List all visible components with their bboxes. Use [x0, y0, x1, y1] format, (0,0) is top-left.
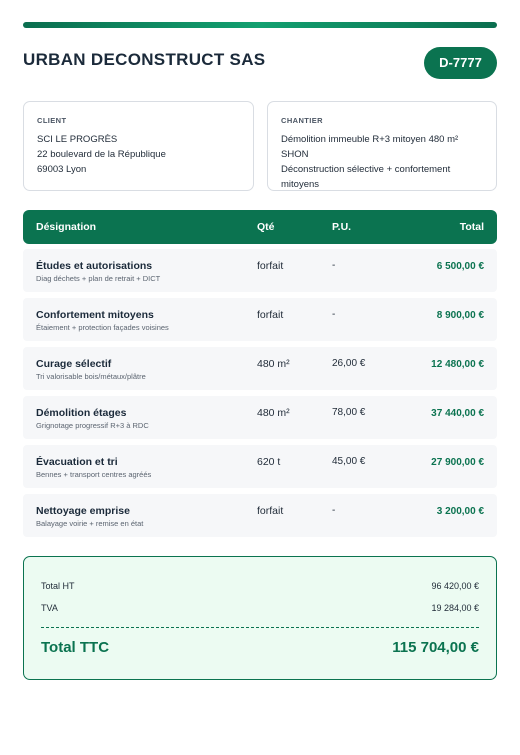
document-reference-badge: D-7777 — [424, 47, 497, 79]
row-unit-price: 26,00 € — [332, 358, 366, 369]
table-row — [23, 445, 497, 488]
row-qty: 620 t — [257, 456, 281, 468]
total-ht-value: 96 420,00 € — [431, 581, 479, 591]
row-total: 3 200,00 € — [436, 506, 484, 517]
table-row — [23, 347, 497, 390]
total-ttc-label: Total TTC — [41, 639, 110, 656]
table-row — [23, 249, 497, 292]
tva-value: 19 284,00 € — [431, 603, 479, 613]
totals-divider — [41, 627, 479, 628]
row-qty: forfait — [257, 309, 284, 321]
top-accent-bar — [23, 22, 497, 28]
row-total: 27 900,00 € — [431, 457, 484, 468]
row-unit-price: 45,00 € — [332, 456, 366, 467]
chantier-label: CHANTIER — [281, 116, 323, 125]
row-designation: Curage sélectif — [36, 358, 112, 370]
row-qty: 480 m² — [257, 407, 290, 419]
total-ttc-value: 115 704,00 € — [392, 639, 479, 656]
chantier-card — [267, 101, 497, 191]
chantier-line-3: mitoyens — [281, 179, 320, 190]
row-total: 6 500,00 € — [436, 261, 484, 272]
table-row — [23, 494, 497, 537]
row-description: Balayage voirie + remise en état — [36, 519, 144, 528]
row-unit-price: - — [332, 505, 336, 516]
company-name: URBAN DECONSTRUCT SAS — [23, 50, 266, 69]
client-card — [23, 101, 254, 191]
header-designation: Désignation — [36, 221, 97, 233]
chantier-line-1: Démolition immeuble R+3 mitoyen 480 m² SHON — [281, 134, 459, 160]
table-row — [23, 396, 497, 439]
row-description: Bennes + transport centres agréés — [36, 470, 152, 479]
client-city: 69003 Lyon — [37, 164, 87, 175]
row-qty: forfait — [257, 260, 284, 272]
row-total: 12 480,00 € — [431, 359, 484, 370]
row-total: 37 440,00 € — [431, 408, 484, 419]
totals-box — [23, 556, 497, 680]
row-designation: Nettoyage emprise — [36, 505, 130, 517]
row-unit-price: - — [332, 309, 336, 320]
row-unit-price: - — [332, 260, 336, 271]
row-unit-price: 78,00 € — [332, 407, 366, 418]
table-header — [23, 210, 497, 244]
total-ht-label: Total HT — [41, 581, 75, 591]
header-total: Total — [459, 221, 484, 233]
row-designation: Études et autorisations — [36, 260, 153, 272]
tva-label: TVA — [41, 603, 58, 613]
row-description: Étaiement + protection façades voisines — [36, 323, 169, 332]
row-qty: 480 m² — [257, 358, 290, 370]
table-row — [23, 298, 497, 341]
header-qty: Qté — [257, 221, 275, 233]
line-items — [23, 249, 497, 543]
row-description: Grignotage progressif R+3 à RDC — [36, 421, 149, 430]
row-description: Tri valorisable bois/métaux/plâtre — [36, 372, 146, 381]
chantier-line-2: Déconstruction sélective + confortement — [281, 164, 451, 175]
client-street: 22 boulevard de la République — [37, 149, 166, 160]
row-description: Diag déchets + plan de retrait + DICT — [36, 274, 161, 283]
client-name: SCI LE PROGRÈS — [37, 134, 118, 145]
row-designation: Confortement mitoyens — [36, 309, 154, 321]
row-qty: forfait — [257, 505, 284, 517]
row-designation: Évacuation et tri — [36, 456, 118, 468]
row-total: 8 900,00 € — [436, 310, 484, 321]
header-pu: P.U. — [332, 221, 352, 233]
row-designation: Démolition étages — [36, 407, 127, 419]
client-label: CLIENT — [37, 116, 67, 125]
